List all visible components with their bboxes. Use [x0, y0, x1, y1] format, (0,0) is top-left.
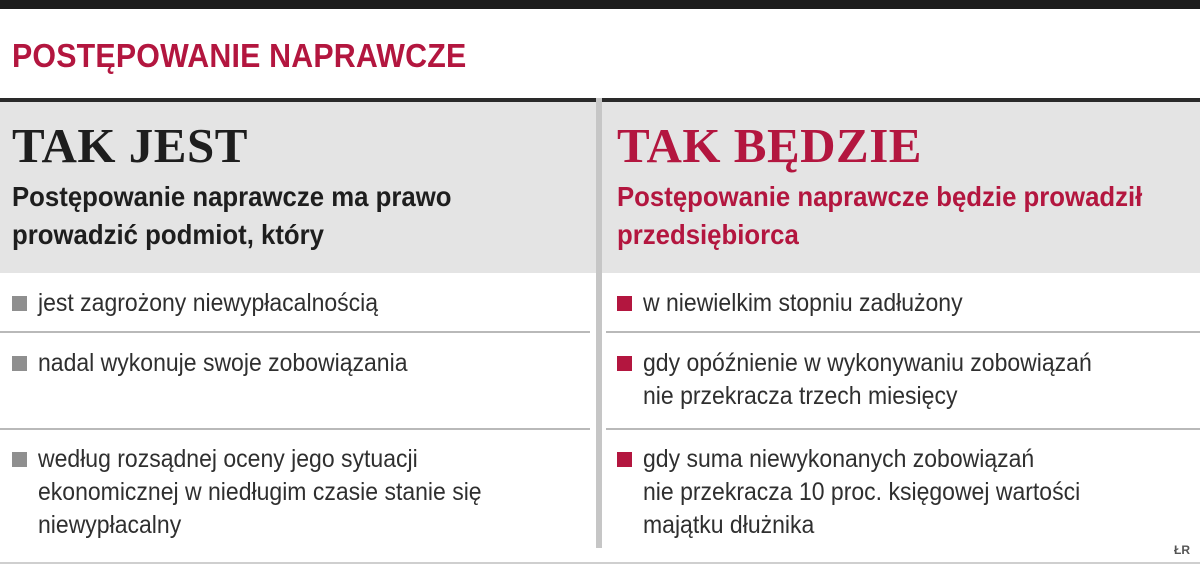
list-item-text: jest zagrożony niewypłacalnością — [38, 289, 379, 317]
list-item-text: nadal wykonuje swoje zobowiązania — [38, 349, 408, 377]
list-item — [12, 443, 592, 542]
right-subheading: Postępowanie naprawcze będzie prowadził przedsiębiorca — [617, 181, 1143, 250]
list-item — [617, 347, 1192, 413]
row-separator — [606, 428, 1200, 430]
list-item-text: gdy suma niewykonanych zobowiązań nie przekracza 10 proc. księgowej wartości majątku dłużnika — [643, 445, 1081, 539]
square-bullet-icon — [12, 452, 27, 467]
right-column-header — [617, 120, 1192, 254]
page-title: POSTĘPOWANIE NAPRAWCZE — [12, 37, 467, 74]
row-separator — [0, 331, 590, 333]
left-heading: TAK JEST — [12, 118, 248, 173]
top-rule — [0, 0, 1200, 9]
square-bullet-icon — [12, 296, 27, 311]
author-credit: ŁR — [1174, 543, 1190, 557]
row-separator — [606, 331, 1200, 333]
square-bullet-icon — [617, 356, 632, 371]
list-item-text: w niewielkim stopniu zadłużony — [643, 289, 963, 317]
left-column-header — [12, 120, 587, 254]
square-bullet-icon — [617, 452, 632, 467]
list-item — [617, 443, 1192, 542]
list-item-text: według rozsądnej oceny jego sytuacji ekonomicznej w niedługim czasie stanie się niewypłacalny — [38, 445, 482, 539]
left-subheading: Postępowanie naprawcze ma prawo prowadzić podmiot, który — [12, 181, 452, 250]
square-bullet-icon — [617, 296, 632, 311]
list-item — [617, 287, 1192, 320]
right-heading: TAK BĘDZIE — [617, 118, 922, 173]
square-bullet-icon — [12, 356, 27, 371]
list-item — [12, 287, 592, 320]
column-divider — [596, 98, 602, 548]
bottom-rule — [0, 562, 1200, 564]
row-separator — [0, 428, 590, 430]
list-item — [12, 347, 592, 380]
list-item-text: gdy opóźnienie w wykonywaniu zobowiązań nie przekracza trzech miesięcy — [643, 349, 1092, 410]
